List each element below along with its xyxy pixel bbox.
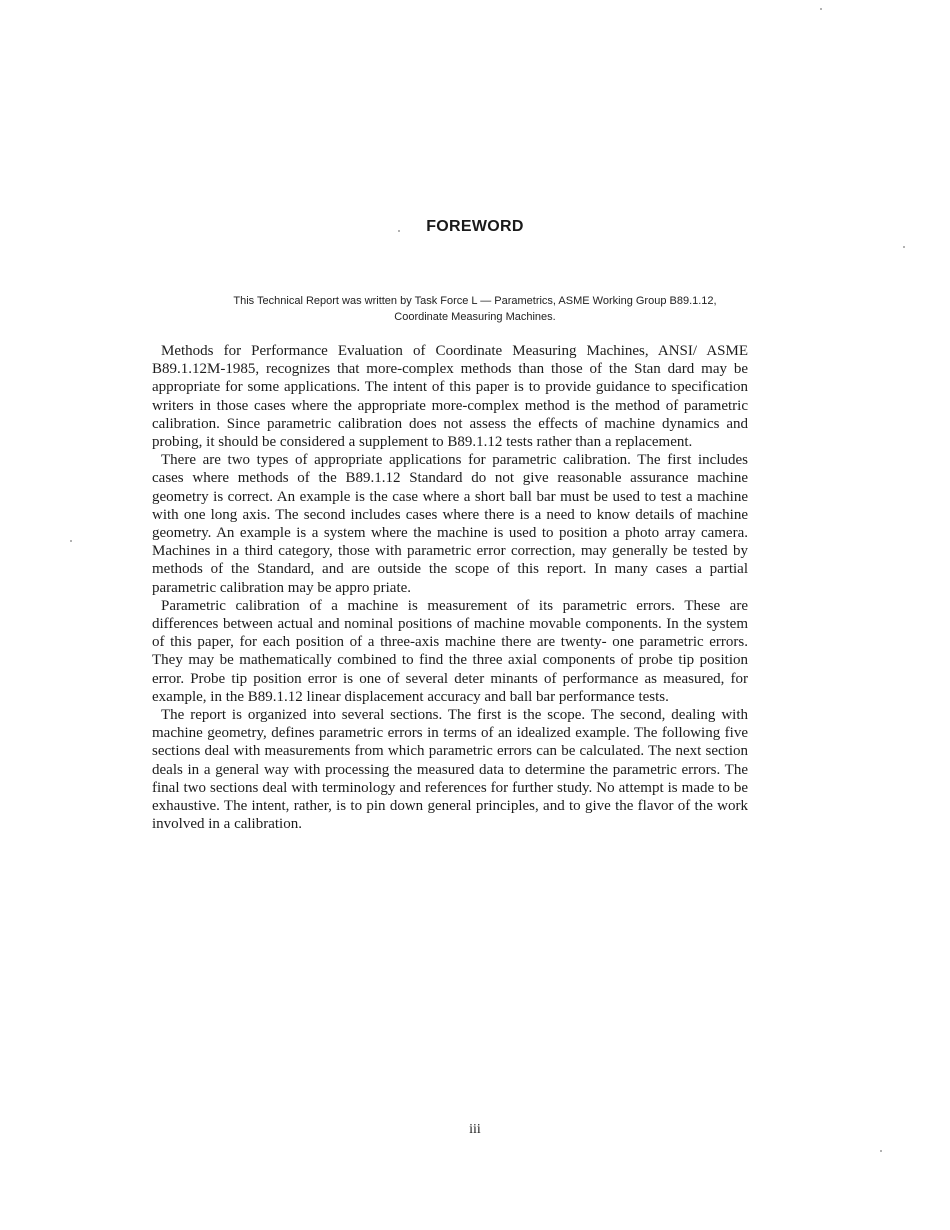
paragraph-3: Parametric calibration of a machine is measurement of its parametric errors. These are differences between actual and nominal positions of machine movable components. In the system of this paper, for each position of a three-axis machine there are twenty- one parametric errors. They may be mathematically combined to find the three axial components of probe tip position error. Probe tip position error is one of several deter minants of performance as measured, for example, in the B89.1.12 linear displacement accuracy and ball bar performance tests. (152, 597, 748, 705)
foreword-body (152, 342, 748, 833)
authorship-note-line-2: Coordinate Measuring Machines. (394, 311, 556, 323)
scan-speck (903, 246, 905, 248)
paragraph-4: The report is organized into several sections. The first is the scope. The second, dealing with machine geometry, defines parametric errors in terms of an idealized example. The following five sections deal with measurements from which parametric errors can be calculated. The next section deals in a general way with processing the measured data to determine the parametric errors. The final two sections deal with terminology and references for further study. No attempt is made to be exhaustive. The intent, rather, is to pin down general principles, and to give the flavor of the work involved in a calibration. (152, 707, 748, 833)
paragraph-1: Methods for Performance Evaluation of Coordinate Measuring Machines, ANSI/ ASME B89.1.12M-1985, recognizes that more-complex methods than those of the Stan dard may be appropriate for some applications. The intent of this paper is to provide guidance to specification writers in those cases where the appropriate more-complex method is the method of parametric calibration. Since parametric calibration does not assess the effects of machine dynamics and probing, it should be considered a supplement to B89.1.12 tests rather than a replacement. (152, 343, 748, 451)
authorship-note (150, 293, 800, 325)
scan-speck (820, 8, 822, 10)
authorship-note-line-1: This Technical Report was written by Task Force L — Parametrics, ASME Working Group B89.1.12, (233, 295, 717, 307)
scan-speck (70, 540, 72, 542)
page-heading: FOREWORD (426, 218, 524, 235)
scan-speck (880, 1150, 882, 1152)
paragraph-2: There are two types of appropriate applications for parametric calibration. The first includes cases where methods of the B89.1.12 Standard do not give reasonable assurance machine geometry is correct. An example is the case where a short ball bar must be used to test a machine with one long axis. The second includes cases where there is a need to know details of machine geometry. An example is a system where the machine is used to position a photo array camera. Machines in a third category, those with parametric error correction, may generally be tested by methods of the Standard, and are outside the scope of this report. In many cases a partial parametric calibration may be appro priate. (152, 452, 748, 596)
page-number: iii (469, 1122, 481, 1137)
scan-speck (398, 230, 400, 232)
